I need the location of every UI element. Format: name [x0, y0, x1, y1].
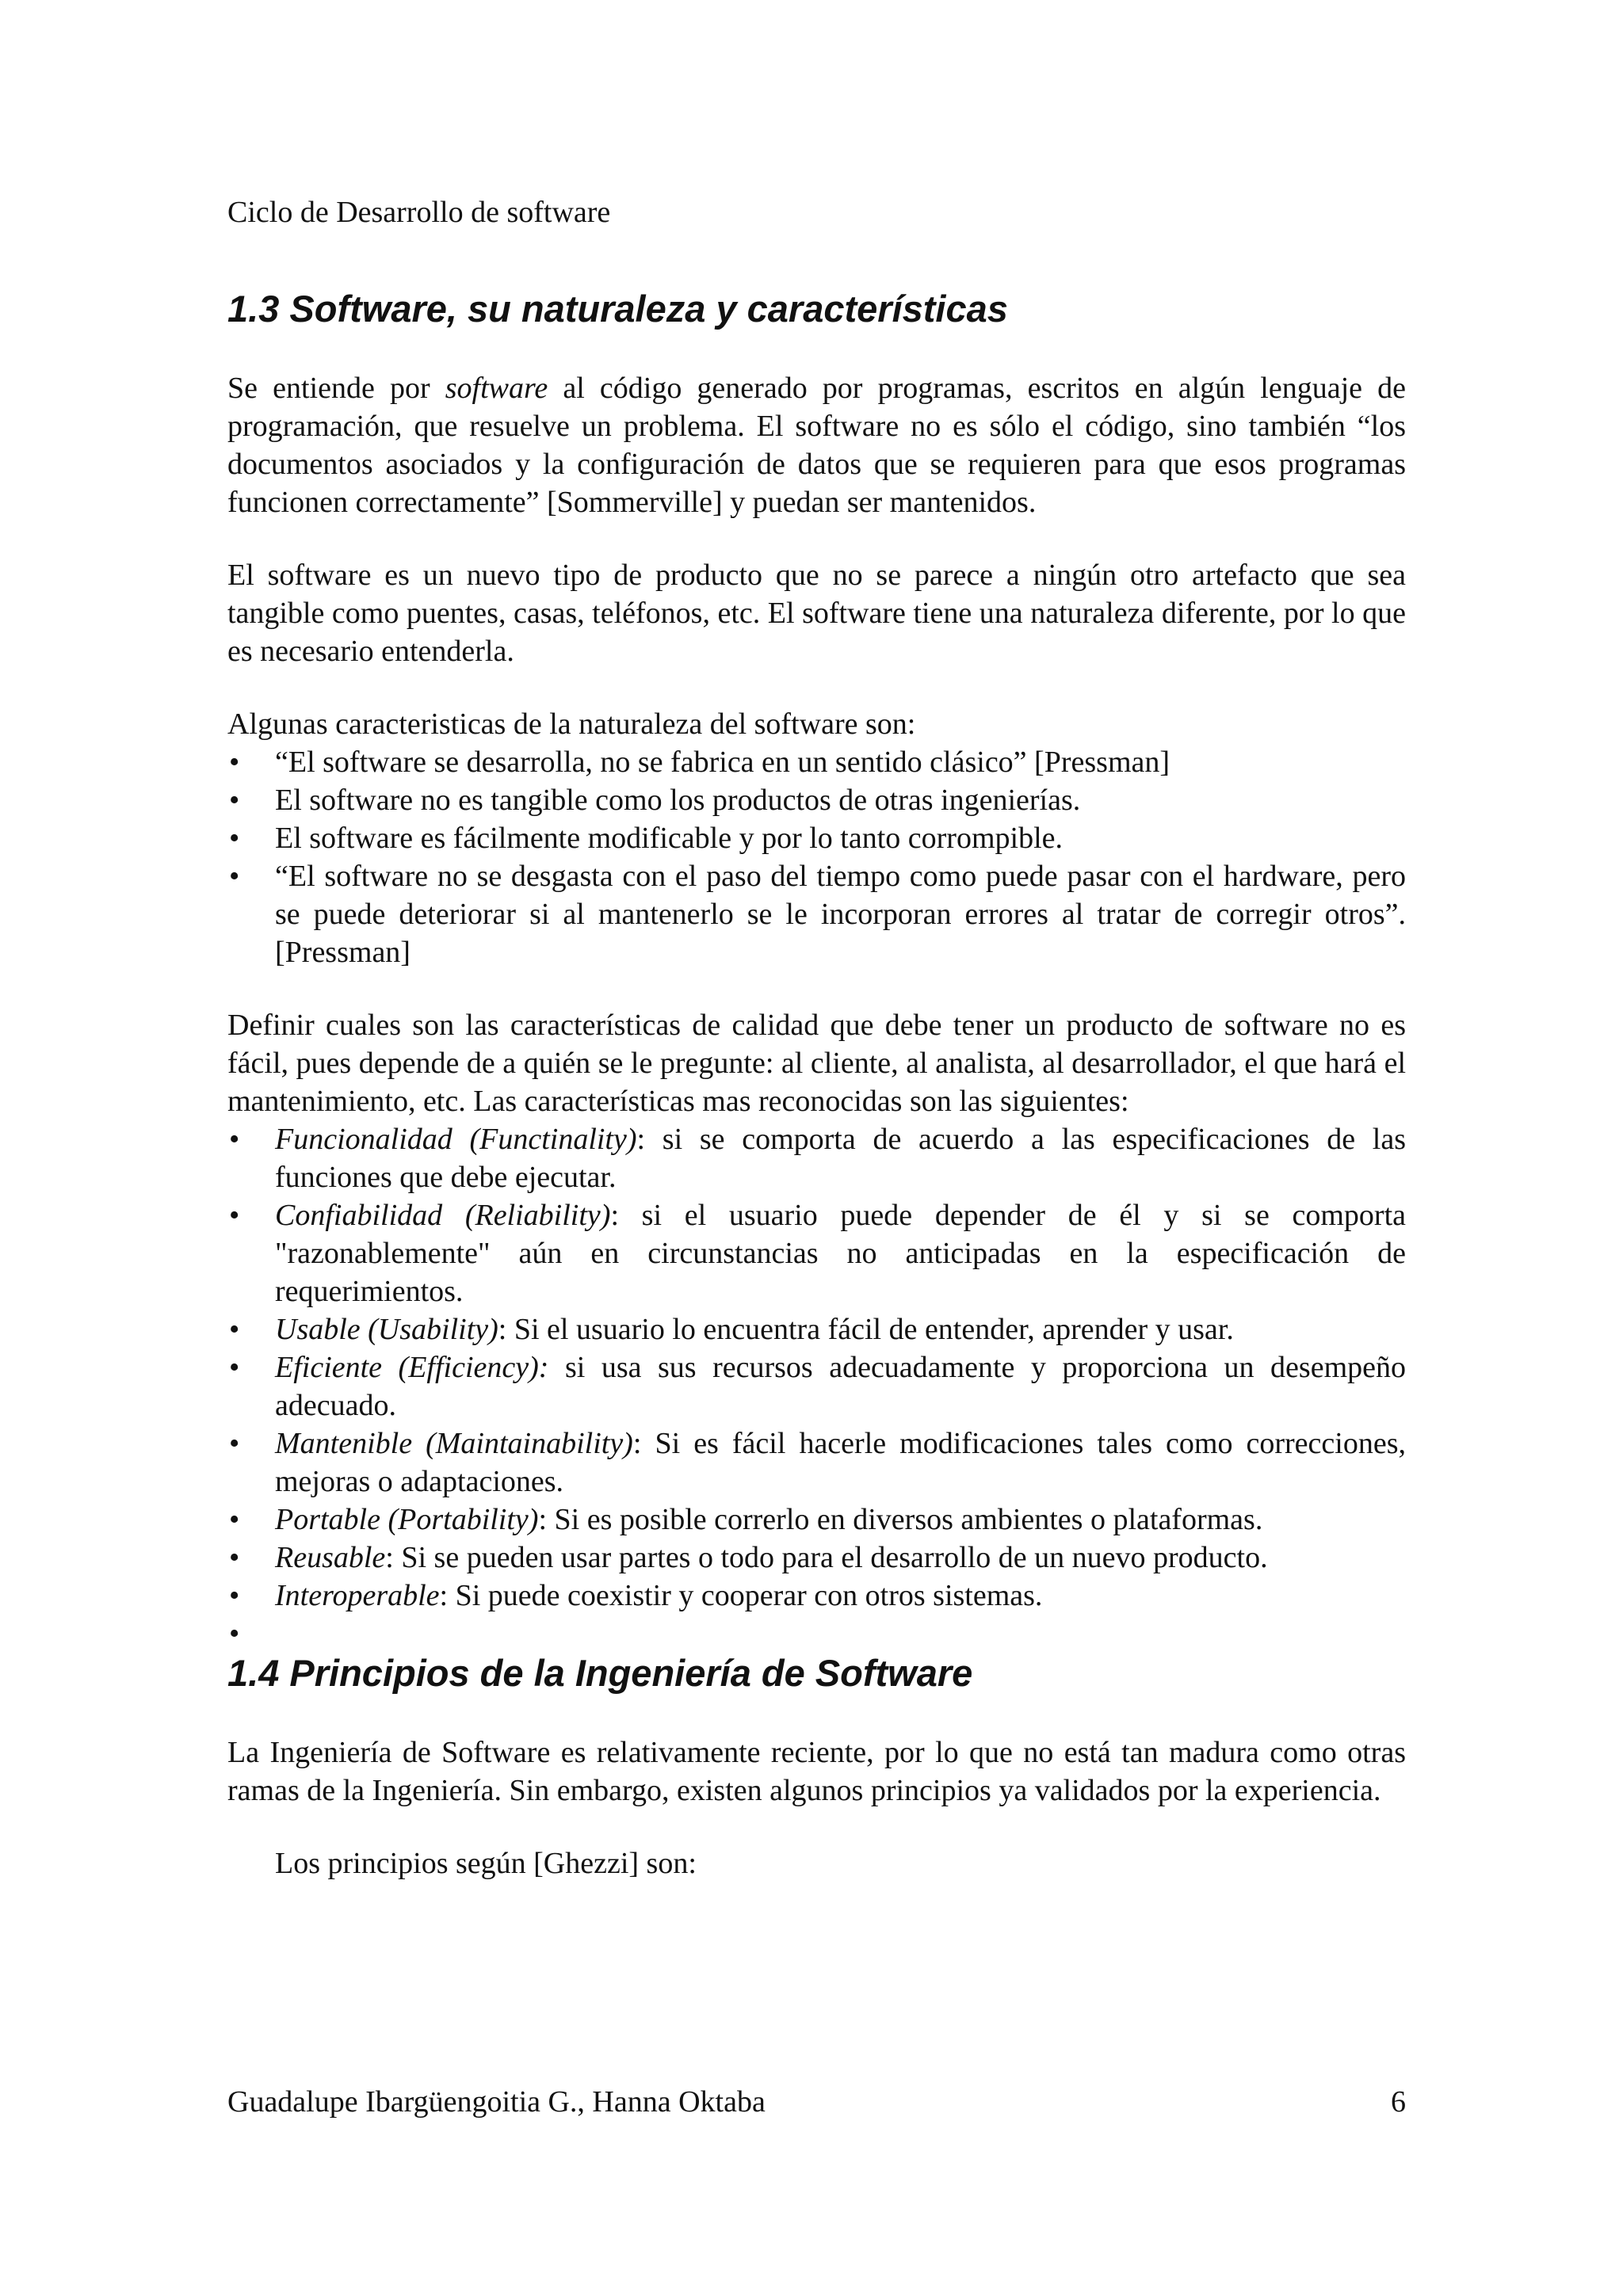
list-item: [227, 1348, 1406, 1425]
paragraph-engineering-maturity: La Ingeniería de Software es relativamente reciente, por lo que no está tan madura como otras ramas de la Ingeniería. Sin embargo, existen algunos principios ya validados por la experiencia.: [227, 1736, 1406, 1807]
running-header: Ciclo de Desarrollo de software: [227, 196, 611, 229]
quality-characteristics-list: [227, 1120, 1406, 1615]
item-text: : si se comporta de acuerdo a las especificaciones de las funciones que debe ejecutar.: [275, 1123, 1406, 1194]
paragraph-nature-intro: Algunas caracteristicas de la naturaleza del software son:: [227, 707, 916, 741]
item-text: : Si es posible correrlo en diversos ambientes o plataformas.: [538, 1503, 1263, 1536]
list-item: • El software es fácilmente modificable y por lo tanto corrompible.: [227, 819, 1406, 857]
list-item: [227, 1425, 1406, 1501]
list-item: • El software no es tangible como los productos de otras ingenierías.: [227, 781, 1406, 819]
italic-term: Portable (Portability): [275, 1503, 539, 1536]
footer-authors: Guadalupe Ibargüengoitia G., Hanna Oktaba: [227, 2085, 766, 2119]
list-item: • “El software no se desgasta con el paso del tiempo como puede pasar con el hardware, pero se puede deteriorar si al mantenerlo se le incorporan errores al tratar de corregir otros”. [Pressman]: [227, 857, 1406, 971]
item-text: : si el usuario puede depender de él y si se comporta "razonablemente" aún en circunstancias no anticipadas en la especificación de requerimientos.: [275, 1199, 1406, 1308]
paragraph-software-product: El software es un nuevo tipo de producto que no se parece a ningún otro artefacto que sea tangible como puentes, casas, teléfonos, etc. El software tiene una naturaleza diferente, por lo que es necesario entenderla.: [227, 559, 1406, 668]
paragraph-software-definition: [227, 369, 1406, 521]
item-text: : Si se pueden usar partes o todo para el desarrollo de un nuevo producto.: [385, 1541, 1268, 1574]
paragraph-quality-intro: Definir cuales son las características de calidad que debe tener un producto de software no es fácil, pues depende de a quién se le pregunte: al cliente, al analista, al desarrollador, el que hará el mantenimiento, etc. Las características mas reconocidas son las siguientes:: [227, 1009, 1406, 1118]
italic-term: Funcionalidad (Functinality): [275, 1123, 637, 1156]
list-item: [227, 1120, 1406, 1196]
list-item: • “El software se desarrolla, no se fabrica en un sentido clásico” [Pressman]: [227, 743, 1406, 781]
italic-term: Reusable: [275, 1541, 386, 1574]
item-text: : Si es fácil hacerle modificaciones tales como correcciones, mejoras o adaptaciones.: [275, 1427, 1406, 1498]
list-item: [227, 1310, 1406, 1348]
paragraph-principles-intro: Los principios según [Ghezzi] son:: [275, 1847, 697, 1880]
italic-term: Confiabilidad (Reliability): [275, 1199, 611, 1232]
italic-term: Interoperable: [275, 1579, 440, 1612]
list-item: [227, 1539, 1406, 1577]
paragraph-text: al código generado por programas, escritos en algún lenguaje de programación, que resuelve un problema. El software no es sólo el código, sino también “los documentos asociados y la configuración de datos que se requieren para que esos programas funcionen correctamente” [Sommerville] y puedan ser mantenidos.: [227, 372, 1407, 519]
list-item: [227, 1196, 1406, 1310]
page-content: [227, 276, 1406, 1917]
section-heading-1-4: 1.4 Principios de la Ingeniería de Software: [227, 1652, 973, 1694]
italic-term: Mantenible (Maintainability): [275, 1427, 633, 1460]
item-text: si usa sus recursos adecuadamente y proporciona un desempeño adecuado.: [275, 1351, 1406, 1422]
item-text: : Si el usuario lo encuentra fácil de entender, aprender y usar.: [498, 1313, 1234, 1346]
section-heading-1-3: 1.3 Software, su naturaleza y características: [227, 288, 1008, 330]
nature-characteristics-list: [227, 743, 1406, 971]
paragraph-text: Se entiende por: [227, 372, 445, 405]
list-item: [227, 1577, 1406, 1615]
list-item: [227, 1501, 1406, 1539]
italic-term: Eficiente (Efficiency):: [275, 1351, 549, 1384]
italic-term: software: [445, 372, 548, 405]
item-text: : Si puede coexistir y cooperar con otros sistemas.: [439, 1579, 1043, 1612]
page-number: 6: [1391, 2085, 1406, 2119]
italic-term: Usable (Usability): [275, 1313, 498, 1346]
